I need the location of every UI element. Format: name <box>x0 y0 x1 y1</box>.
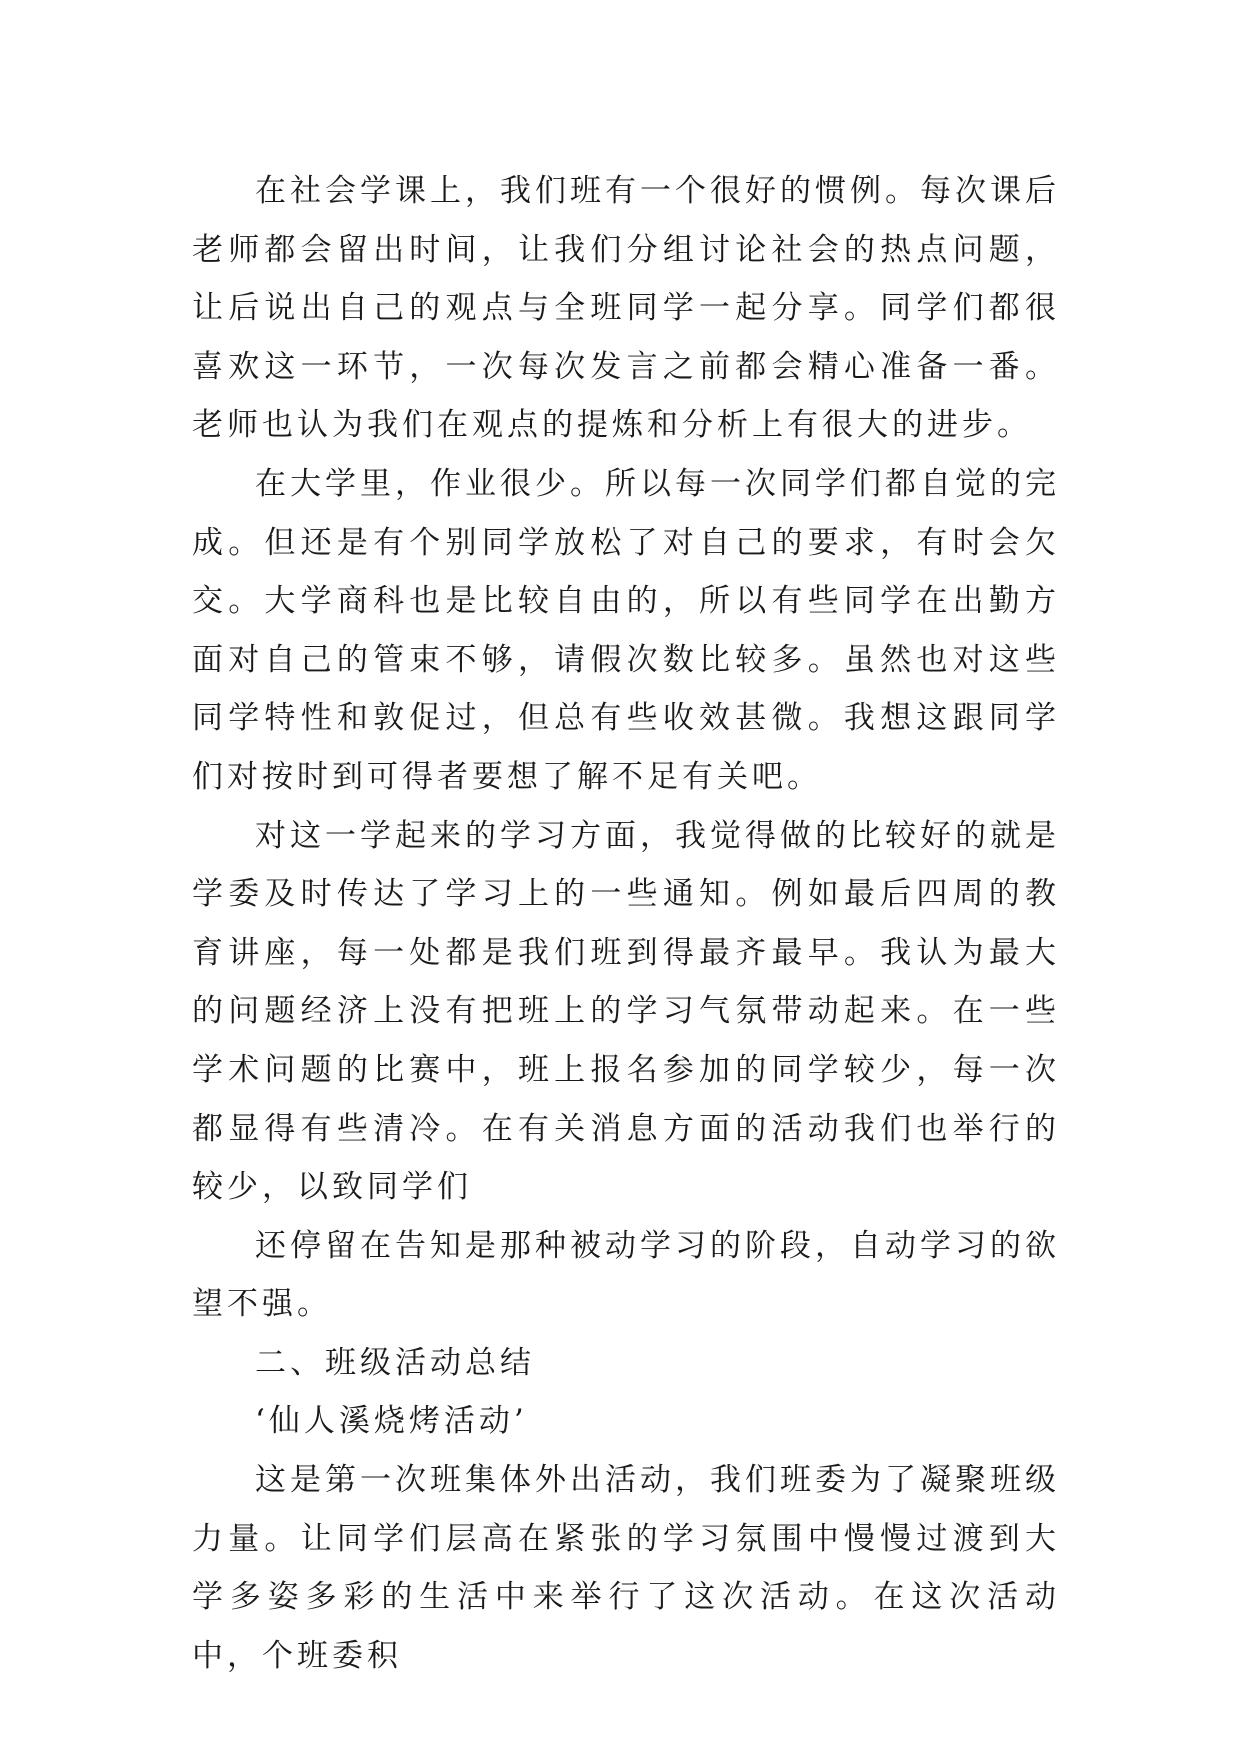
section-heading-class-activities: 二、班级活动总结 <box>255 1344 535 1381</box>
subheading-bbq-activity: ‘仙人溪烧烤活动’ <box>255 1403 528 1440</box>
paragraph-study-aspect: 对这一学起来的学习方面，我觉得做的比较好的就是学委及时传达了学习上的一些通知。例如最后四周的教育讲座，每一处都是我们班到得最齐最早。我认为最大的问题经济上没有把班上的学习气氛带动起来。在一些学术问题的比赛中，班上报名参加的同学较少，每一次都显得有些清冷。在有关消息方面的活动我们也举行的较少，以致同学们 <box>192 817 1060 1206</box>
paragraph-passive-learning: 还停留在告知是那种被动学习的阶段，自动学习的欲望不强。 <box>192 1227 1060 1323</box>
document-body <box>192 162 1060 1685</box>
paragraph-social-studies: 在社会学课上，我们班有一个很好的惯例。每次课后老师都会留出时间，让我们分组讨论社会的热点问题，让后说出自己的观点与全班同学一起分享。同学们都很喜欢这一环节，一次每次发言之前都会精心准备一番。老师也认为我们在观点的提炼和分析上有很大的进步。 <box>192 173 1060 444</box>
paragraph-first-outing: 这是第一次班集体外出活动，我们班委为了凝聚班级力量。让同学们层高在紧张的学习氛围中慢慢过渡到大学多姿多彩的生活中来举行了这次活动。在这次活动中，个班委积 <box>192 1462 1060 1674</box>
paragraph-homework: 在大学里，作业很少。所以每一次同学们都自觉的完成。但还是有个别同学放松了对自己的要求，有时会欠交。大学商科也是比较自由的，所以有些同学在出勤方面对自己的管束不够，请假次数比较多。虽然也对这些同学特性和敦促过，但总有些收效甚微。我想这跟同学们对按时到可得者要想了解不足有关吧。 <box>192 465 1060 795</box>
